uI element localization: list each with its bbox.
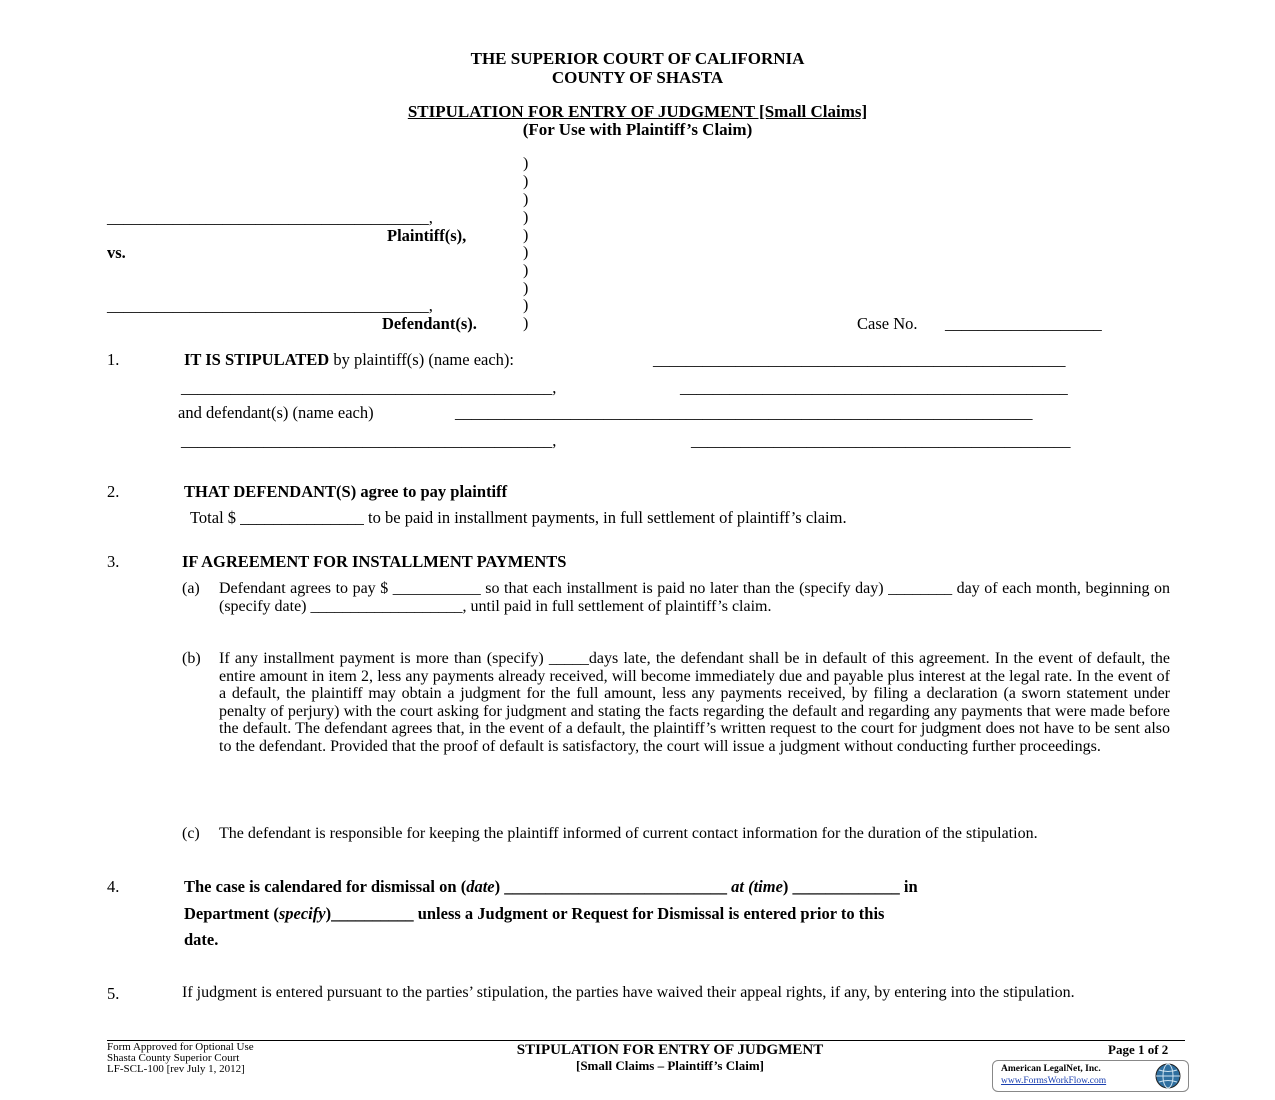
plaintiff-name-field-2[interactable]: _____________________________________________, xyxy=(181,378,557,397)
globe-icon xyxy=(1152,1062,1184,1090)
plaintiff-name-field-3[interactable]: _______________________________________________ xyxy=(680,378,1068,397)
item-5-text: If judgment is entered pursuant to the parties’ stipulation, the parties have waived their appeal rights, if any, by entering into the stipulation. xyxy=(182,984,1075,1001)
caption-paren: ) xyxy=(523,315,529,332)
footer-court: Shasta County Superior Court xyxy=(107,1052,240,1064)
item-1-text: by plaintiff(s) (name each): xyxy=(333,350,514,369)
footer-approval: Form Approved for Optional Use xyxy=(107,1041,254,1053)
item-2-total-text: Total $ _______________ to be paid in installment payments, in full settlement of plaintiff’s claim. xyxy=(190,508,847,527)
dismissal-date-field[interactable]: ) ___________________________ xyxy=(494,877,727,896)
form-title: STIPULATION FOR ENTRY OF JUDGMENT [Small Claims] xyxy=(407,102,868,121)
plaintiff-name-field[interactable]: _______________________________________, xyxy=(107,208,433,227)
caption-paren: ) xyxy=(523,227,529,244)
item-4-line-2 xyxy=(184,904,884,924)
case-number-field[interactable]: ___________________ xyxy=(945,314,1102,333)
item-4-specify-label: specify xyxy=(278,904,326,923)
defendant-name-field-3[interactable]: ______________________________________________ xyxy=(691,431,1071,450)
footer-title: STIPULATION FOR ENTRY OF JUDGMENT xyxy=(516,1042,824,1058)
plaintiff-name-each-field[interactable]: __________________________________________________ xyxy=(653,350,1066,369)
caption-paren: ) xyxy=(523,244,529,261)
department-field[interactable]: )__________ unless a Judgment or Request for Dismissal is entered prior to this xyxy=(325,904,885,923)
defendant-name-each-field[interactable]: ______________________________________________________________________ xyxy=(455,403,1033,422)
defendant-name-field-2[interactable]: _____________________________________________, xyxy=(181,431,557,450)
item-2-heading: THAT DEFENDANT(S) agree to pay plaintiff xyxy=(184,482,508,501)
versus-label: vs. xyxy=(107,243,126,262)
form-subtitle: (For Use with Plaintiff’s Claim) xyxy=(522,120,753,139)
item-4-at-label: at ( xyxy=(731,877,754,896)
plaintiff-label: Plaintiff(s), xyxy=(387,226,467,245)
logo-company-name: American LegalNet, Inc. xyxy=(1001,1064,1101,1074)
defendant-name-each-label: and defendant(s) (name each) xyxy=(178,403,374,422)
defendant-label: Defendant(s). xyxy=(382,314,477,333)
item-3c-text: The defendant is responsible for keeping the plaintiff informed of current contact information for the duration of the stipulation. xyxy=(219,825,1038,842)
item-4-number: 4. xyxy=(107,877,120,896)
item-3-number: 3. xyxy=(107,552,120,571)
case-number-label: Case No. xyxy=(857,314,918,333)
item-4-line-3: date. xyxy=(184,930,219,949)
item-4-department-label: Department ( xyxy=(184,904,279,923)
item-3b-label: (b) xyxy=(182,650,201,667)
item-3c-label: (c) xyxy=(182,825,200,842)
caption-paren: ) xyxy=(523,280,529,297)
caption-paren: ) xyxy=(523,297,529,314)
item-1-line xyxy=(184,350,514,370)
logo-website-link[interactable]: www.FormsWorkFlow.com xyxy=(1001,1076,1107,1086)
dismissal-time-field[interactable]: ) _____________ in xyxy=(782,877,918,896)
item-3a-text: Defendant agrees to pay $ ___________ so that each installment is paid no later than the (specify day) ________ day of each month, beginning on (specify date) ___________________, until paid in full settlement of plaintiff’s claim. xyxy=(219,580,1170,615)
item-2-number: 2. xyxy=(107,482,120,501)
page-number: Page 1 of 2 xyxy=(1108,1042,1169,1057)
defendant-name-field[interactable]: _______________________________________, xyxy=(107,296,433,315)
court-name: THE SUPERIOR COURT OF CALIFORNIA xyxy=(470,49,805,68)
item-3a-label: (a) xyxy=(182,580,200,597)
caption-paren: ) xyxy=(523,262,529,279)
footer-subtitle: [Small Claims – Plaintiff’s Claim] xyxy=(576,1058,764,1073)
county-name: COUNTY OF SHASTA xyxy=(551,68,724,87)
caption-paren: ) xyxy=(523,173,529,190)
item-4-date-label: date xyxy=(466,877,495,896)
item-1-heading: IT IS STIPULATED xyxy=(184,350,330,369)
item-5-number: 5. xyxy=(107,984,120,1003)
item-4-line-1 xyxy=(184,877,918,897)
caption-paren: ) xyxy=(523,209,529,226)
item-3-heading: IF AGREEMENT FOR INSTALLMENT PAYMENTS xyxy=(182,552,567,571)
footer-form-number: LF-SCL-100 [rev July 1, 2012] xyxy=(107,1063,245,1075)
item-4-time-label: time xyxy=(753,877,783,896)
legalnet-logo[interactable] xyxy=(992,1060,1189,1092)
item-3b-text: If any installment payment is more than (specify) _____days late, the defendant shall be in default of this agreement. In the event of default, the entire amount in item 2, less any payments already received, will become immediately due and payable plus interest at the legal rate. In the event of a default, the plaintiff may obtain a judgment for the full amount, less any payments received, by filing a declaration (a sworn statement under penalty of perjury) with the court asking for judgment and stating the facts regarding the default and regarding any payments that were made before the default. The defendant agrees that, in the event of a default, the plaintiff’s written request to the court for judgment does not have to be sent also to the defendant. Provided that the proof of default is satisfactory, the court will issue a judgment without conducting further proceedings. xyxy=(219,650,1170,755)
item-1-number: 1. xyxy=(107,350,120,369)
item-4-text: The case is calendared for dismissal on ( xyxy=(184,877,467,896)
caption-paren: ) xyxy=(523,155,529,172)
footer-divider xyxy=(107,1040,1185,1041)
caption-paren: ) xyxy=(523,191,529,208)
